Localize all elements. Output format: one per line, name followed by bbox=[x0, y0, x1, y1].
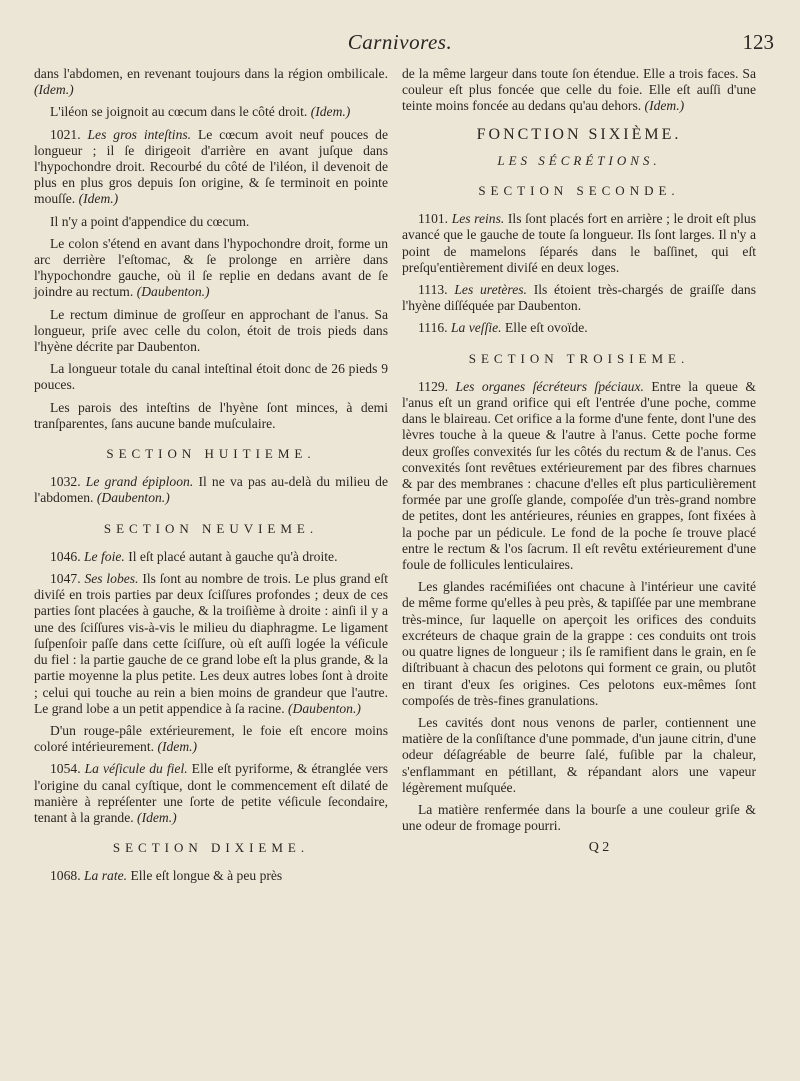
paragraph: 1068. La rate. Elle eſt longue & à peu près bbox=[50, 868, 283, 884]
paragraph: 1129. Les organes ſécréteurs ſpéciaux. Entre la queue & l'anus eſt un grand orifice qui eſt l'entrée d'une poche, comme dans le blaireau. Cet orifice a la forme d'une fente, dont l'une des lèvres touche à la queue & l'autre à l'anus. Cette poche forme deux groſſes convexités ſur les côtés du rectum & de l'anus. Ces convexités ſont revêtues extérieurement par des fibres charnues & par des membranes : chacune d'elles eſt plus particulièrement formée par une groſſe glande, compoſée d'un très-grand nombre de petites, dont les antérieures, réunies en grappes, ſont fixées à la poche par un pédicule. Le fond de la poche ſe trouve placé entre le rectum & l'os ſacrum. Il eſt revêtu extérieurement d'une foule de follicules lenticulaires. bbox=[402, 378, 756, 573]
paragraph: 1032. Le grand épiploon. Il ne va pas au-delà du milieu de l'abdomen. (Daubenton.) bbox=[34, 474, 389, 506]
paragraph: dans l'abdomen, en revenant toujours dans la région ombilicale. (Idem.) bbox=[34, 66, 388, 98]
paragraph: 1113. Les uretères. Ils étoient très-chargés de graiſſe dans l'hyène diſſéquée par Daubenton. bbox=[402, 282, 756, 314]
paragraph: L'iléon se joignoit au cœcum dans le côté droit. (Idem.) bbox=[50, 104, 351, 120]
paragraph: de la même largeur dans toute ſon étendue. Elle a trois faces. Sa couleur eſt plus foncée que celle du foie. Elle eſt auſſi d'une teinte moins foncée au dedans qu'au dehors. (Idem.) bbox=[402, 66, 756, 114]
paragraph: La matière renfermée dans la bourſe a une couleur griſe & une odeur de fromage pourri. bbox=[402, 801, 756, 834]
section-heading: SECTION SECONDE. bbox=[478, 183, 680, 199]
right-column bbox=[402, 66, 756, 857]
paragraph: Il n'y a point d'appendice du cœcum. bbox=[50, 213, 250, 229]
paragraph: Le rectum diminue de groſſeur en approchant de l'anus. Sa longueur, priſe avec celle du colon, étoit de trois pieds dans l'hyène décrite par Daubenton. bbox=[34, 306, 388, 355]
page-number: 123 bbox=[742, 30, 774, 54]
paragraph: 1054. La véſicule du fiel. Elle eſt pyriforme, & étranglée vers l'origine du canal cyſtique, dont le commencement eſt dilaté de manière à repréſenter une ſorte de petite véſicule ſecondaire, tenant à la grande. (Idem.) bbox=[34, 761, 388, 825]
paragraph: Les glandes racémiſiées ont chacune à l'intérieur une cavité de même forme qu'elles à peu près, & tapiſſée par une membrane très-mince, ſur laquelle on aperçoit les orifices des conduits excréteurs de chaque grain de la grappe : ces conduits ont trois ou quatre lignes de longueur ; ils ſe ramifient dans le grain, en ſe diſtribuant à chacun des pelotons qui forment ce grain, ou plutôt en tirant d'eux ſes origines. Ces pelotons eux-mêmes ſont compoſés de très-fines granulations. bbox=[402, 579, 756, 708]
paragraph: 1021. Les gros inteſtins. Le cœcum avoit neuf pouces de longueur ; il ſe dirigeoit d'arrière en avant juſque dans l'hypochondre droit. Recourbé du côté de l'iléon, il devenoit de plus en plus gros depuis ſon origine, & ſe terminoit en pointe mouſſe. (Idem.) bbox=[34, 126, 388, 207]
section-heading: SECTION NEUVIEME. bbox=[103, 520, 319, 536]
section-heading: SECTION DIXIEME. bbox=[112, 840, 310, 856]
paragraph: Les parois des inteſtins de l'hyène ſont minces, à demi tranſparentes, ſans aucune bande muſculaire. bbox=[34, 399, 388, 431]
paragraph: La longueur totale du canal inteſtinal étoit donc de 26 pieds 9 pouces. bbox=[34, 361, 388, 393]
paragraph: Les cavités dont nous venons de parler, contiennent une matière de la conſiſtance d'une pommade, d'un jaune citrin, d'une odeur déſagréable de beurre ſalé, fuſible par la chaleur, s'enflammant en pétillant, & répandant alors une vapeur légèrement muſquée. bbox=[402, 714, 756, 795]
subheading: LES SÉCRÉTIONS. bbox=[497, 152, 661, 168]
page-header bbox=[0, 26, 800, 60]
function-heading: FONCTION SIXIÈME. bbox=[476, 125, 682, 143]
paragraph: 1047. Ses lobes. Ils ſont au nombre de trois. Le plus grand eſt diviſé en trois parties par deux ſciſſures profondes ; deux de ces parties ſont placées à gauche, & la troiſième à droite : ainſi il y a une des ſciſſures vis-à-vis le milieu du diaphragme. Le ligament ſuſpenſoir paſſe dans cette ſciſſure, où eſt auſſi logée la véſicule du fiel : la partie gauche de ce grand lobe eſt la plus grande, & la partie moyenne la plus petite. Les deux autres lobes ſont à droite ; celui qui touche au rein a bien moins de grandeur que l'autre. Le grand lobe a un petit appendice à ſa racine. (Daubenton.) bbox=[34, 571, 388, 716]
section-heading: SECTION TROISIEME. bbox=[468, 350, 690, 366]
running-title: Carnivores. bbox=[347, 30, 453, 54]
signature-mark: Q 2 bbox=[588, 840, 610, 856]
section-heading: SECTION HUITIEME. bbox=[106, 446, 316, 462]
paragraph: Le colon s'étend en avant dans l'hypochondre droit, forme un arc derrière l'eſtomac, & ſe prolonge en arrière dans l'hypochondre gauche, où il ſe replie en dedans avant de ſe joindre au rectum. (Daubenton.) bbox=[34, 235, 388, 300]
paragraph: 1116. La veſſie. Elle eſt ovoïde. bbox=[418, 320, 588, 336]
left-column bbox=[34, 66, 388, 891]
paragraph: D'un rouge-pâle extérieurement, le foie eſt encore moins coloré intérieurement. (Idem.) bbox=[34, 722, 388, 755]
paragraph: 1101. Les reins. Ils ſont placés fort en arrière ; le droit eſt plus avancé que le gauche de toute ſa longueur. Ils ſont larges. Il n'y a point de mamelons ſéparés dans le baſſinet, qui eſt preſqu'entièrement diviſé en deux loges. bbox=[402, 211, 757, 275]
paragraph: 1046. Le foie. Il eſt placé autant à gauche qu'à droite. bbox=[50, 548, 338, 564]
